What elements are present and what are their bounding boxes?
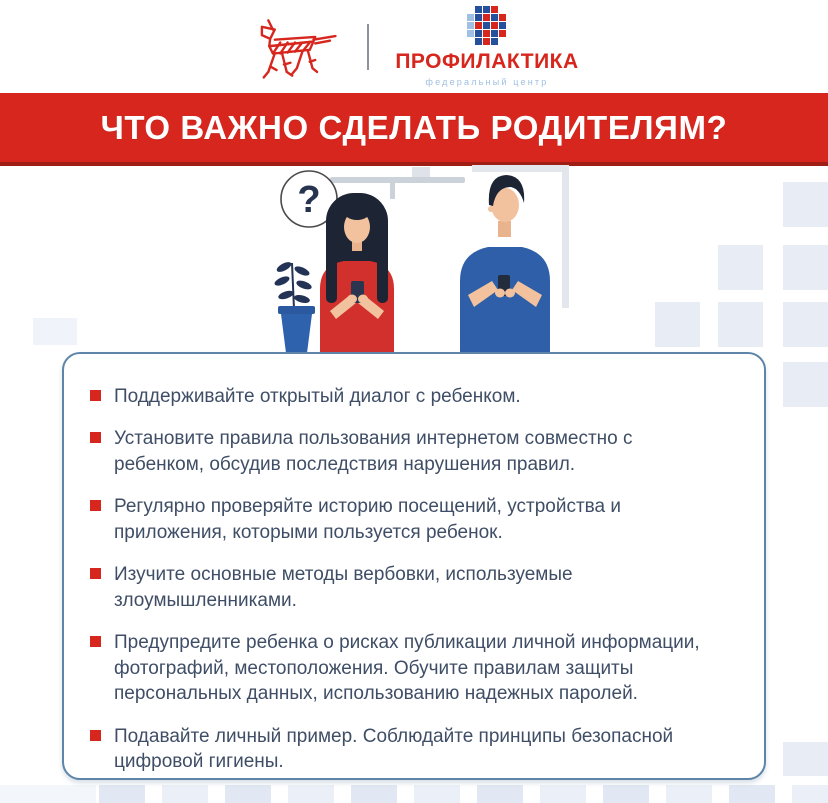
pixel-square [99,785,145,803]
pixel-square [655,302,700,347]
question-mark: ? [297,179,321,221]
brand-subtitle: федеральный центр [425,77,549,87]
pixel-square [666,785,712,803]
pixel-square [540,785,586,803]
header-divider [367,24,369,70]
list-item [90,724,704,775]
bullet-square-icon [90,636,101,647]
wall-frame [472,165,569,172]
pixel-square [783,182,828,227]
parents-illustration [262,163,582,353]
pixel-square [603,785,649,803]
brand-mosaic-icon [467,6,506,45]
brand-logo [395,6,578,87]
list-item [90,384,704,409]
bullet-square-icon [90,432,101,443]
bullet-square-icon [90,568,101,579]
pixel-square [718,302,763,347]
pixel-square [414,785,460,803]
title-banner [0,93,828,166]
list-item-text: Изучите основные методы вербовки, используемые злоумышленниками. [114,564,573,611]
page-title: ЧТО ВАЖНО СДЕЛАТЬ РОДИТЕЛЯМ? [100,108,728,146]
pixel-square [33,318,77,345]
brand-name: ПРОФИЛАКТИКА [395,50,579,73]
pixel-square [225,785,271,803]
shelf [330,177,465,183]
checklist-card [62,352,766,780]
list-item [90,426,704,477]
bullet-square-icon [90,390,101,401]
pixel-square [783,302,828,347]
man-figure [460,175,550,353]
list-item [90,494,704,545]
list-item-text: Поддерживайте открытый диалог с ребенком. [114,386,521,407]
list-item-text: Регулярно проверяйте историю посещений, устройства и приложения, которыми пользуется ребенок. [114,496,621,543]
pixel-square [729,785,775,803]
pixel-square [783,362,828,407]
pixel-square [783,245,828,290]
list-item [90,562,704,613]
pixel-square [162,785,208,803]
pixel-square [792,785,828,803]
checklist [90,384,704,774]
pixel-square [288,785,334,803]
pixel-square [783,742,828,776]
header [0,0,828,93]
list-item-text: Установите правила пользования интернетом совместно с ребенком, обсудив последствия нарушения правил. [114,428,633,475]
pixel-square [351,785,397,803]
pixel-square [477,785,523,803]
list-item [90,630,704,706]
bullet-square-icon [90,500,101,511]
list-item-text: Подавайте личный пример. Соблюдайте принципы безопасной цифровой гигиены. [114,725,674,772]
list-item-text: Предупредите ребенка о рисках публикации личной информации, фотографий, местоположения. Обучите правилам защиты персональных данных, использованию надежных паролей. [114,632,700,705]
woman-figure [320,193,394,353]
potted-plant [273,260,315,353]
bottom-pixel-row [0,785,828,803]
bullet-square-icon [90,730,101,741]
red-horse-logo-icon [249,11,341,85]
pixel-square [718,245,763,290]
